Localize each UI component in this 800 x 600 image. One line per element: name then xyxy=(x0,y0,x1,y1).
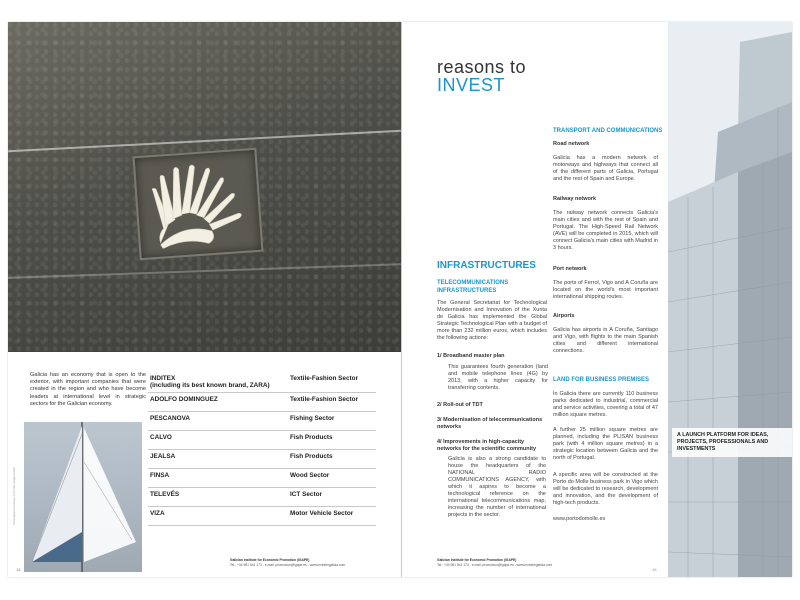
photo-credit: Photograph courtesy of Cortés Ángel Costa xyxy=(12,467,16,525)
company-name: TELEVÉS xyxy=(148,488,288,507)
table-row xyxy=(148,469,376,488)
launch-platform-caption: A LAUNCH PLATFORM FOR IDEAS, PROJECTS, PROFESSIONALS AND INVESTMENTS xyxy=(672,428,792,457)
road-heading: Road network xyxy=(553,141,590,147)
paving-joint xyxy=(8,263,402,279)
road-text: Galicia has a modern network of motorways and highways that connect all of the different parts of Galicia, Portugal and the rest of Spain and Europe. xyxy=(553,155,658,182)
company-name: CALVO xyxy=(148,431,288,450)
company-name: ADOLFO DOMINGUEZ xyxy=(148,393,288,412)
telecom-heading: TELECOMMUNICATIONS INFRASTRUCTURES xyxy=(437,280,509,294)
left-page xyxy=(8,22,402,577)
transport-heading: TRANSPORT AND COMMUNICATIONS xyxy=(553,128,663,134)
company-sector: Fish Products xyxy=(288,431,376,450)
shell-plate xyxy=(133,148,264,260)
company-sector: Fishing Sector xyxy=(288,412,376,431)
table-row xyxy=(148,431,376,450)
scallop-shell-paving-photo xyxy=(8,22,402,352)
building-graphic xyxy=(668,22,792,577)
airports-heading: Airports xyxy=(553,313,575,319)
scallop-shell-icon xyxy=(145,159,251,250)
company-sector: Textile-Fashion Sector xyxy=(288,372,376,393)
sailboat-photo xyxy=(24,422,142,572)
table-row xyxy=(148,507,376,526)
item-4-text: Galicia is also a strong candidate to house the headquarters of the NATIONAL RADIO COMMUNICATIONS AGENCY, with which it aspires to become a technological reference on the international telecommunications map, increasing the number of international projects in the sector. xyxy=(448,456,546,518)
title-line-1: reasons to xyxy=(437,57,527,77)
land-text-2: A further 25 million square metres are planned, including the PLISAN business park (with 4 million square metres) in a strategic location between Galicia and the north of Portugal. xyxy=(553,427,658,461)
right-page xyxy=(402,22,792,577)
table-row xyxy=(148,393,376,412)
land-text-3: A specific area will be constructed at the Porto do Molle business park in Vigo which will be dedicated to research, development and innovation, and the development of high-tech products. xyxy=(553,472,658,506)
railway-text: The railway network connects Galicia's main cities and with the rest of Spain and Portugal. The High-Speed Rail Network (AVE) will be completed in 2015, which will connect Galicia's main cities with Madrid in 3 hours. xyxy=(553,210,658,251)
paving-joint xyxy=(8,130,402,153)
porto-do-molle-link[interactable]: www.portodomolle.es xyxy=(553,516,606,522)
company-sector: Wood Sector xyxy=(288,469,376,488)
table-row xyxy=(148,412,376,431)
land-heading: LAND FOR BUSINESS PREMISES xyxy=(553,377,650,383)
port-heading: Port network xyxy=(553,266,587,272)
company-sector: Textile-Fashion Sector xyxy=(288,393,376,412)
infrastructures-heading: INFRASTRUCTURES xyxy=(437,260,536,271)
item-4-heading: 4/ Improvements in high-capacity networks for the scientific community xyxy=(437,439,537,452)
table-row xyxy=(148,450,376,469)
company-name: VIZA xyxy=(148,507,288,526)
right-footer xyxy=(437,558,607,568)
company-sector: ICT Sector xyxy=(288,488,376,507)
office-building-photo xyxy=(668,22,792,577)
company-name: FINSA xyxy=(148,469,288,488)
item-1-heading: 1/ Broadband master plan xyxy=(437,353,505,359)
footer-contact: Tel.: +34 981 541 173 - e-mail: promocion@igape.es - www.investingalicia.com xyxy=(437,563,553,567)
land-text-1: In Galicia there are currently 110 business parks dedicated to industrial, commercial and service activities, covering a total of 47 million square metres. xyxy=(553,391,658,418)
page-number: 18 xyxy=(16,567,21,572)
companies-table xyxy=(148,372,376,526)
item-2-heading: 2/ Roll-out of TDT xyxy=(437,402,483,408)
company-name: INDITEX (including its best known brand, ZARA) xyxy=(148,372,288,393)
airports-text: Galicia has airports in A Coruña, Santiago and Vigo, with flights to the main Spanish cities and different international connections. xyxy=(553,327,658,354)
item-3-heading: 3/ Modernisation of telecommunications networks xyxy=(437,417,543,430)
railway-heading: Railway network xyxy=(553,196,597,202)
footer-org: Galician Institute for Economic Promotion (IGAPE) xyxy=(437,558,517,562)
footer-contact: Tel.: +34 981 541 173 - e-mail: promocion@igape.es - www.investingalicia.com xyxy=(230,563,346,567)
table-row xyxy=(148,372,376,393)
intro-paragraph: Galicia has an economy that is open to the exterior, with important companies that were created in the region and who have become leaders at international level in strategic sectors for the Galician economy. xyxy=(30,372,146,407)
company-name: PESCANOVA xyxy=(148,412,288,431)
sail-graphic xyxy=(24,422,142,572)
company-name: JEALSA xyxy=(148,450,288,469)
footer-org: Galician Institute for Economic Promotion (IGAPE) xyxy=(230,558,310,562)
page-number: 19 xyxy=(652,567,657,572)
port-text: The ports of Ferrol, Vigo and A Coruña are located on the world's most important international shipping routes. xyxy=(553,280,658,300)
title-line-2: INVEST xyxy=(437,75,506,95)
company-sector: Fish Products xyxy=(288,450,376,469)
company-sector: Motor Vehicle Sector xyxy=(288,507,376,526)
item-1-text: This guarantees fourth generation (land and mobile telephone lines (4G) by 2013, with a higher capacity for transferring contents. xyxy=(448,364,548,391)
telecom-paragraph: The General Secretariat for Technological Modernisation and Innovation of the Xunta de Galicia has implemented the Global Strategic Technological Plan with a budget of more than 232 million euros, which includes the following actions: xyxy=(437,300,547,341)
left-footer xyxy=(230,558,390,568)
table-row xyxy=(148,488,376,507)
